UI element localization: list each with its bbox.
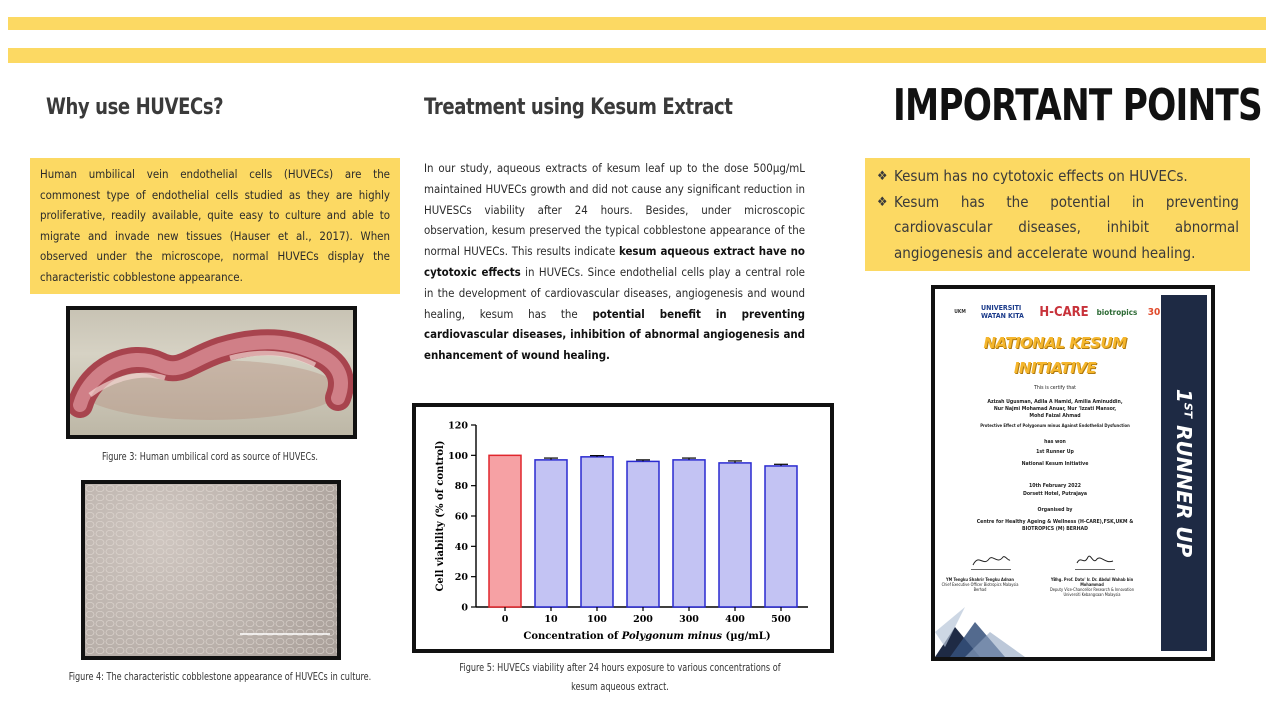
- h-care-logo: H-CARE: [1039, 304, 1089, 320]
- important-points-list: [877, 164, 1239, 266]
- bar: [627, 461, 659, 607]
- x-tick-label: 400: [725, 614, 745, 625]
- certificate-date: 10th February 2022: [1029, 483, 1081, 489]
- treatment-text-2: in HUVECs. Since endothelial cells play a central role in the development of cardiovascular diseases, angiogenesis and wound healing, kesum has the: [424, 264, 805, 321]
- certificate-title: [955, 331, 1155, 381]
- runner-up-rank-suffix: ST: [1181, 402, 1195, 419]
- x-tick-label: 10: [544, 614, 558, 625]
- biotropics-logo: biotropics: [1096, 307, 1138, 317]
- certificate-title-line-1: NATIONAL KESUM: [983, 334, 1127, 352]
- bar: [581, 457, 613, 607]
- certificate-names-3: Mohd Faizal Ahmad: [1029, 413, 1081, 419]
- bar: [719, 463, 751, 607]
- certificate-signatures: [957, 551, 1157, 573]
- treatment-heading: Treatment using Kesum Extract: [424, 95, 733, 120]
- treatment-bold-1: kesum aqueous extract have no cytotoxic effects: [424, 244, 805, 279]
- top-accent-band: [8, 17, 1266, 30]
- umbilical-cord-photo: [66, 306, 357, 439]
- y-tick-label: 80: [454, 481, 468, 493]
- certificate-organiser-2: BIOTROPICS (M) BERHAD: [1022, 526, 1088, 532]
- award-certificate: [931, 285, 1215, 661]
- important-point: [877, 190, 1239, 267]
- viability-bar-chart: [416, 407, 830, 649]
- umbilical-cord-image: [70, 310, 353, 435]
- y-axis-label: Cell viability (% of control): [435, 440, 446, 592]
- y-tick-label: 40: [454, 541, 468, 553]
- certificate-venue: Dorsett Hotel, Putrajaya: [1022, 491, 1088, 497]
- y-tick-label: 0: [461, 602, 468, 614]
- ukm-logo: UKM: [954, 309, 966, 315]
- signer-2-name: YBhg. Prof. Dato' Ir. Dr. Abdul Wahab bin Mohammad: [1050, 577, 1134, 587]
- important-point: [877, 164, 1239, 190]
- important-points-box: [865, 158, 1250, 271]
- x-tick-label: 200: [633, 614, 653, 625]
- important-point-text: Kesum has the potential in preventing cardiovascular diseases, inhibit abnormal angiogenesis and accelerate wound healing.: [894, 192, 1239, 262]
- certificate-organiser-1: Centre for Healthy Ageing & Wellness (H-CARE),FSK,UKM &: [976, 519, 1134, 525]
- why-huvecs-heading: Why use HUVECs?: [46, 95, 224, 120]
- important-point-text: Kesum has no cytotoxic effects on HUVECs.: [894, 167, 1188, 185]
- diamond-bullet-icon: ❖: [877, 194, 888, 210]
- why-huvecs-box: [30, 158, 400, 294]
- treatment-paragraph: [424, 158, 805, 366]
- figure-3-caption: Figure 3: Human umbilical cord as source of HUVECs.: [101, 450, 319, 463]
- runner-up-label: [1172, 389, 1196, 557]
- certificate-logos: [943, 301, 1165, 323]
- treatment-bold-2: potential benefit in preventing cardiovascular diseases, inhibition of abnormal angiogenesis and enhancement of wound healing.: [424, 306, 805, 363]
- signer-2-block: [1047, 577, 1137, 597]
- certificate-organised-by: Organised by: [1037, 507, 1073, 513]
- x-tick-label: 100: [587, 614, 607, 625]
- certificate-award: 1st Runner Up: [1036, 449, 1074, 455]
- x-axis-label: Concentration of Polygonum minus (µg/mL): [523, 631, 771, 642]
- figure-5-caption: Figure 5: HUVECs viability after 24 hours exposure to various concentrations of kesum aqueous extract.: [459, 661, 781, 693]
- bar: [673, 460, 705, 607]
- y-tick-label: 100: [448, 450, 468, 462]
- runner-up-rank: 1: [1172, 388, 1196, 403]
- diamond-bullet-icon: ❖: [877, 169, 888, 184]
- signer-2-role: Deputy Vice-Chancellor Research & Innovation Universiti Kebangsaan Malaysia: [1049, 587, 1135, 597]
- certificate-event: National Kesum Initiative: [1021, 461, 1089, 467]
- universiti-watan-kita-logo: UNIVERSITI WATAN KITA: [981, 304, 1024, 320]
- certificate-has-won: has won: [1044, 439, 1066, 445]
- bar: [489, 455, 521, 607]
- why-huvecs-text: Human umbilical vein endothelial cells (HUVECs) are the commonest type of endothelial cells studied as they are highly proliferative, readily available, quite easy to culture and able to migrate and invade new tissues (Hauser et al., 2017). When observed under the microscope, normal HUVECs display the characteristic cobblestone appearance.: [40, 167, 390, 284]
- signer-1-name: YM Tengku Shahrir Tengku Adnan: [946, 577, 1014, 582]
- signature-2: [1075, 551, 1115, 570]
- signer-1-role: Chief Executive Officer Biotropics Malaysia Berhad: [941, 582, 1019, 592]
- anniversary-logo: 30: [1147, 306, 1161, 318]
- bar: [535, 460, 567, 607]
- bar: [765, 466, 797, 607]
- x-tick-label: 500: [771, 614, 791, 625]
- viability-chart-frame: [412, 403, 834, 653]
- y-tick-label: 60: [454, 511, 468, 523]
- second-accent-band: [8, 48, 1266, 63]
- x-tick-label: 0: [501, 614, 509, 625]
- certificate-rank-sidebar: [1161, 295, 1207, 651]
- x-tick-label: 300: [679, 614, 699, 625]
- certificate-corner-decoration: [935, 587, 1035, 657]
- certificate-names-1: Azizah Ugusman, Adila A Hamid, Amilia Aminuddin,: [987, 399, 1123, 405]
- certificate-title-line-2: INITIATIVE: [1013, 359, 1097, 377]
- important-points-heading: IMPORTANT POINTS: [893, 80, 1263, 131]
- certificate-names-2: Nur Najmi Mohamad Anuar, Nur 'Izzati Mansor,: [993, 406, 1117, 412]
- certificate-project: Protective Effect of Polygonum minus Against Endothelial Dysfunction: [980, 423, 1130, 428]
- y-tick-label: 20: [454, 572, 468, 584]
- runner-up-text: RUNNER UP: [1172, 418, 1196, 558]
- cobblestone-cells-photo: [81, 480, 341, 660]
- cobblestone-texture: [85, 484, 337, 656]
- signature-1: [971, 551, 1011, 570]
- treatment-text-1: In our study, aqueous extracts of kesum leaf up to the dose 500µg/mL maintained HUVECs growth and did not cause any significant reduction in HUVESCs viability after 24 hours. Besides, under microscopic observation, kesum preserved the typical cobblestone appearance of the normal HUVECs. This results indicate: [424, 161, 805, 259]
- y-tick-label: 120: [448, 420, 468, 432]
- certificate-certify: This is certify that: [1034, 385, 1076, 391]
- figure-4-caption: Figure 4: The characteristic cobblestone appearance of HUVECs in culture.: [68, 670, 372, 683]
